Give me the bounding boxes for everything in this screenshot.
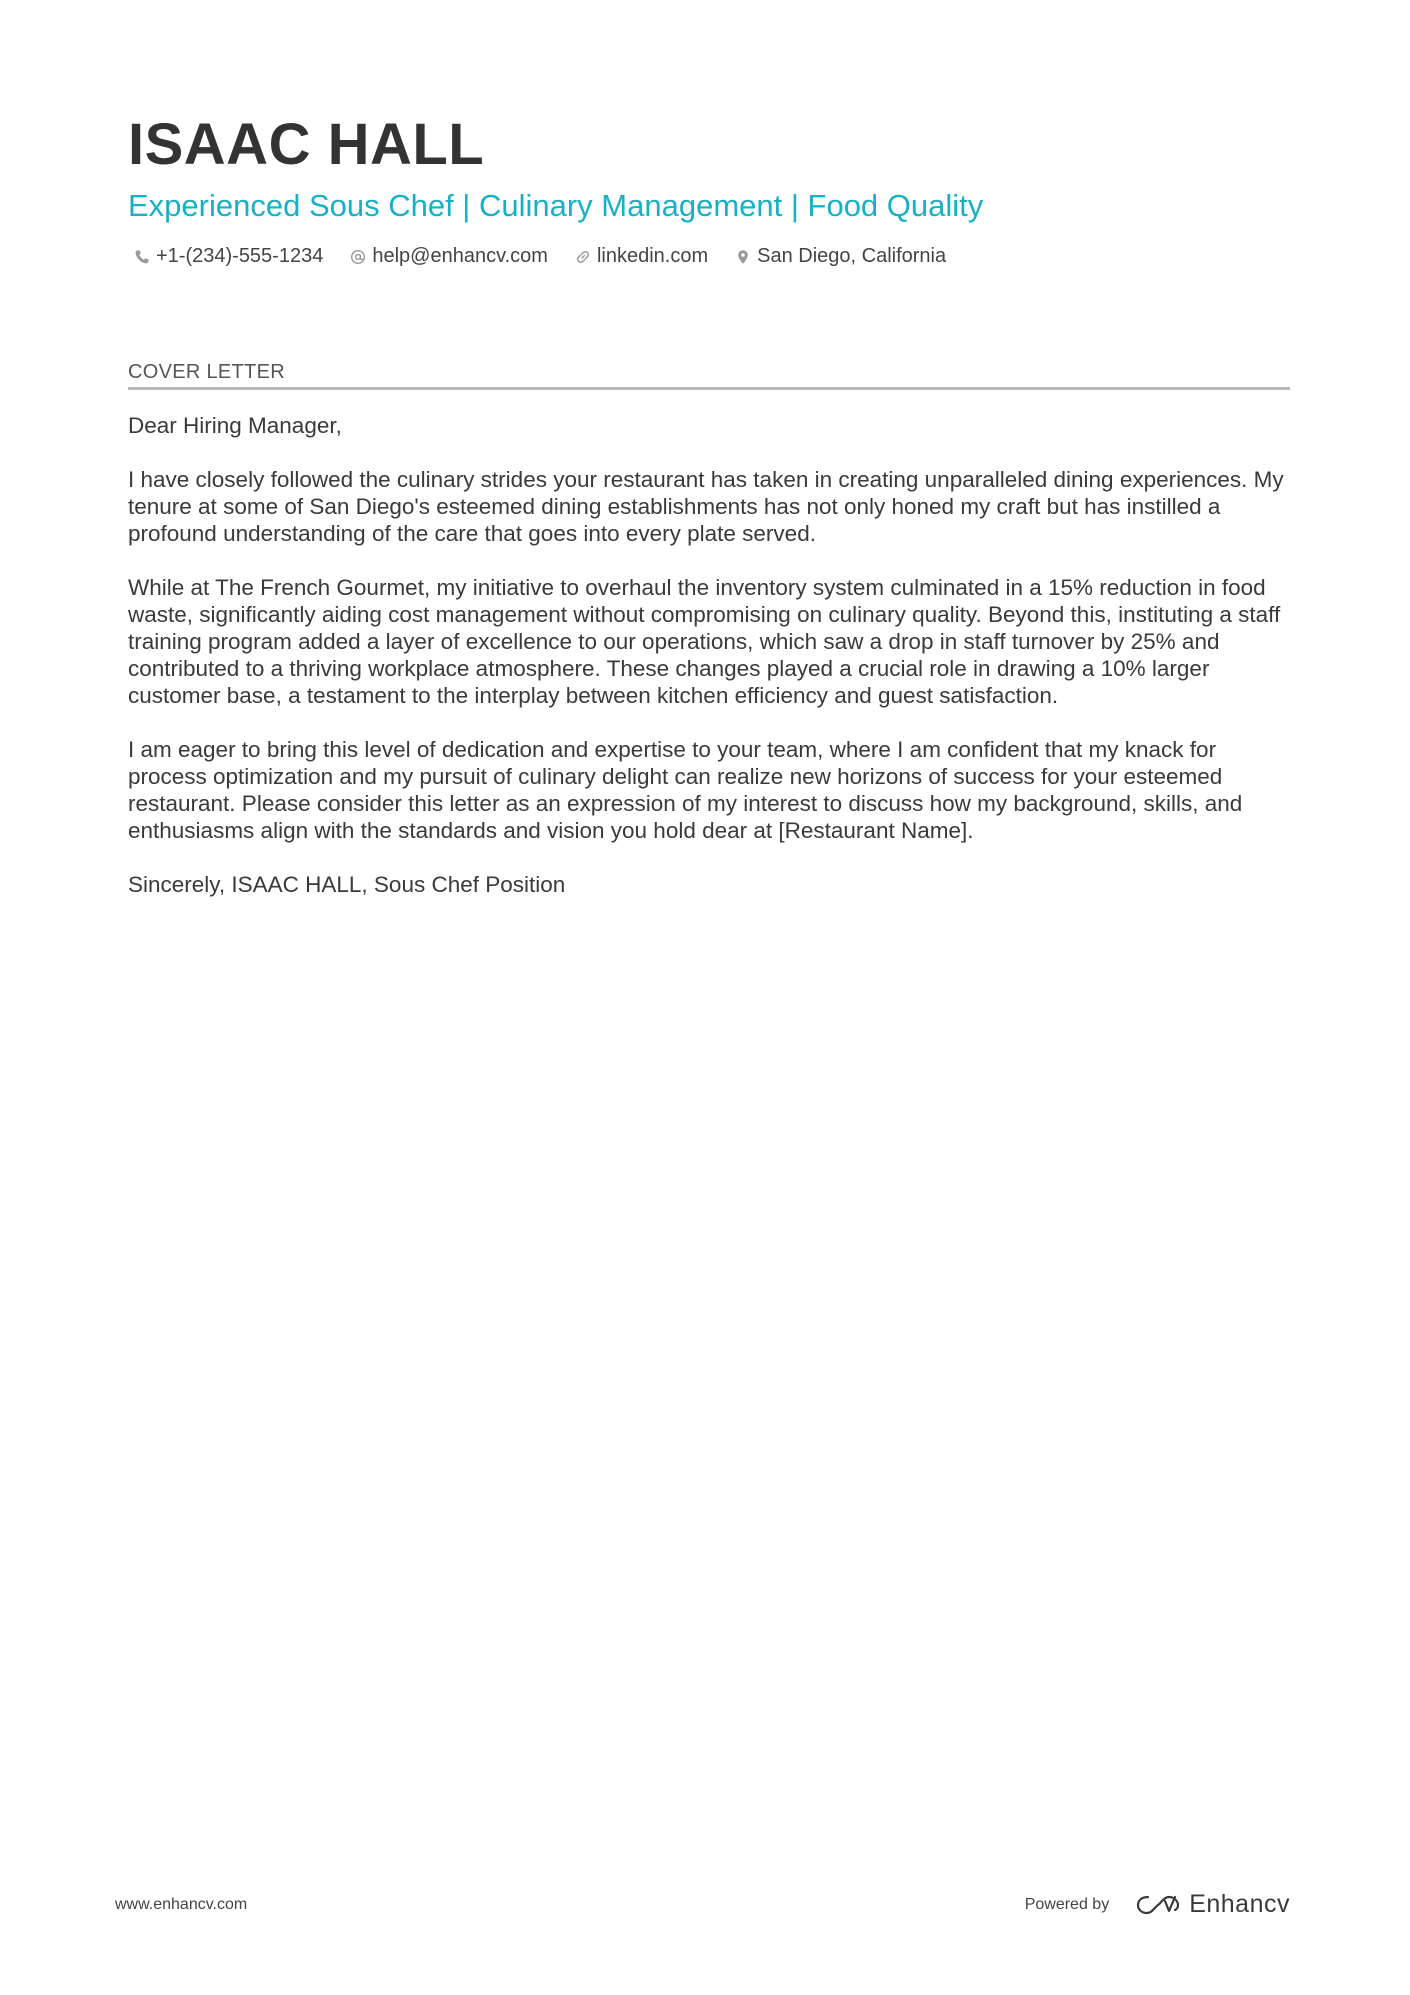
contact-phone xyxy=(134,245,323,268)
contact-email-text[interactable]: help@enhancv.com xyxy=(372,245,548,267)
link-icon xyxy=(575,249,591,265)
section-title-cover-letter: COVER LETTER xyxy=(128,360,1290,390)
contact-location-text: San Diego, California xyxy=(757,245,947,267)
letter-body xyxy=(128,412,1290,925)
contact-linkedin[interactable] xyxy=(575,245,708,268)
contact-phone-text: +1-(234)-555-1234 xyxy=(156,245,324,267)
letter-paragraph: I have closely followed the culinary strides your restaurant has taken in creating unparalleled dining experiences. My tenure at some of San Diego's esteemed dining establishments has not only honed my craft but has instilled a profound understanding of the care that goes into every plate served. xyxy=(128,467,1284,546)
enhancv-brand-name: Enhancv xyxy=(1189,1890,1290,1918)
footer-branding xyxy=(1025,1890,1290,1919)
contact-location xyxy=(735,245,946,268)
contact-email[interactable] xyxy=(350,245,548,268)
enhancv-logo-icon xyxy=(1135,1892,1181,1918)
letter-paragraph: While at The French Gourmet, my initiative to overhaul the inventory system culminated in a 15% reduction in food waste, significantly aiding cost management without compromising on culinary quality. Beyond this, instituting a staff training program added a layer of excellence to our operations, which saw a drop in staff turnover by 25% and contributed to a thriving workplace atmosphere. These changes played a crucial role in drawing a 10% larger customer base, a testament to the interplay between kitchen efficiency and guest satisfaction. xyxy=(128,575,1281,708)
candidate-headline: Experienced Sous Chef | Culinary Management | Food Quality xyxy=(128,188,984,223)
letter-closing: Sincerely, ISAAC HALL, Sous Chef Position xyxy=(128,872,566,897)
letter-greeting: Dear Hiring Manager, xyxy=(128,413,342,438)
contact-bar xyxy=(134,245,973,268)
letter-paragraph: I am eager to bring this level of dedication and expertise to your team, where I am confident that my knack for process optimization and my pursuit of culinary delight can realize new horizons of success for your esteemed restaurant. Please consider this letter as an expression of my interest to discuss how my background, skills, and enthusiasms align with the standards and vision you hold dear at [Restaurant Name]. xyxy=(128,737,1243,843)
at-icon xyxy=(350,249,366,265)
contact-linkedin-text[interactable]: linkedin.com xyxy=(596,245,709,267)
powered-by-label: Powered by xyxy=(1024,1895,1110,1913)
location-pin-icon xyxy=(735,249,751,265)
phone-icon xyxy=(134,249,150,265)
footer-url-link[interactable]: www.enhancv.com xyxy=(115,1896,248,1913)
candidate-name: ISAAC HALL xyxy=(128,112,485,177)
